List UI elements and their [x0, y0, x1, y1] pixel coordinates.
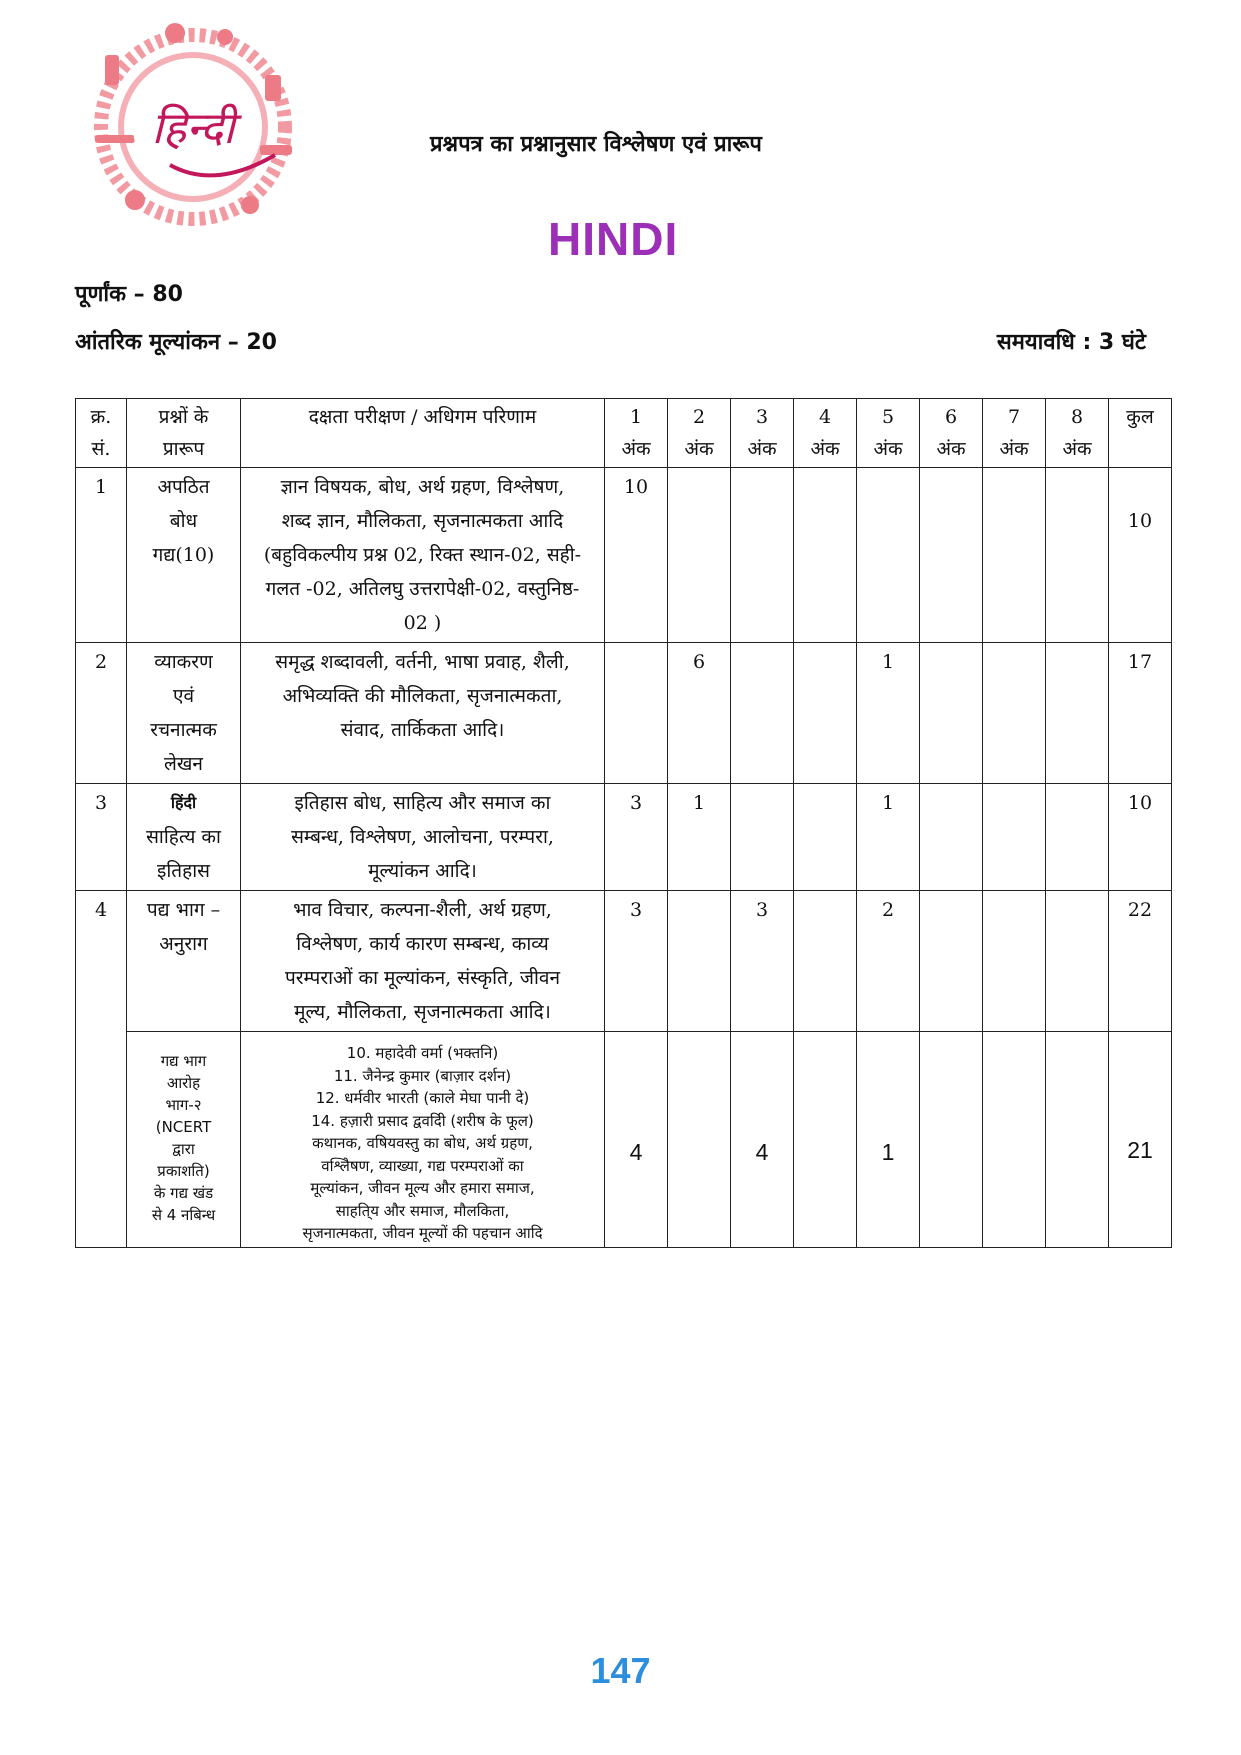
row-mark-7: [983, 468, 1046, 643]
header-marks-6: 6 अंक: [920, 399, 983, 468]
row-mark-8: [1046, 643, 1109, 784]
prose-skill: 10. महादेवी वर्मा (भक्तनि) 11. जैनेन्द्र कुमार (बाज़ार दर्शन) 12. धर्मवीर भारती (काले मेघा पानी दे) 14. हज़ारी प्रसाद द्ववदिी (शरीष के फूल) कथानक, वषियवस्तु का बोध, अर्थ ग्रहण, वश्लिेषण, व्याख्या, गद्य परम्पराओं का मूल्यांकन, जीवन मूल्य और हमारा समाज, साहति्य और समाज, मौलकिता, सृजनात्मकता, जीवन मूल्यों की पहचान आदि: [241, 1032, 605, 1248]
row-form: व्याकरण एवं रचनात्मक लेखन: [127, 643, 241, 784]
row-form: अपठित बोध गद्य(10): [127, 468, 241, 643]
row-total: 10: [1109, 784, 1172, 891]
header-serial: क्र. सं.: [76, 399, 127, 468]
row-mark-2: 1: [668, 784, 731, 891]
row-mark-3: [731, 784, 794, 891]
row-mark-1: 10: [605, 468, 668, 643]
header-marks-1: 1 अंक: [605, 399, 668, 468]
row-mark-1: 3: [605, 891, 668, 1032]
row-mark-6: [920, 643, 983, 784]
prose-mark-7: [983, 1032, 1046, 1248]
prose-mark-2: [668, 1032, 731, 1248]
row-mark-4: [794, 468, 857, 643]
row-mark-5: 2: [857, 891, 920, 1032]
internal-assessment: आंतरिक मूल्यांकन – 20: [75, 330, 277, 355]
row-mark-4: [794, 891, 857, 1032]
document-subtitle: प्रश्नपत्र का प्रश्नानुसार विश्लेषण एवं प्रारूप: [430, 132, 762, 157]
table-row: [76, 891, 1172, 1032]
row-mark-8: [1046, 468, 1109, 643]
row-total: 17: [1109, 643, 1172, 784]
row-mark-6: [920, 468, 983, 643]
row-serial: 4: [76, 891, 127, 1248]
table-header-row: [76, 399, 1172, 468]
header-question-form: प्रश्नों के प्रारूप: [127, 399, 241, 468]
row-mark-1: [605, 643, 668, 784]
header-total: कुल: [1109, 399, 1172, 468]
prose-mark-4: [794, 1032, 857, 1248]
row-mark-8: [1046, 784, 1109, 891]
row-mark-1: 3: [605, 784, 668, 891]
row-mark-5: 1: [857, 643, 920, 784]
header-marks-5: 5 अंक: [857, 399, 920, 468]
prose-form: गद्य भाग आरोह भाग-२ (NCERT द्वारा प्रकाशति) के गद्य खंड से 4 नबिन्ध: [127, 1032, 241, 1248]
table-row: [76, 643, 1172, 784]
row-total: 10: [1109, 468, 1172, 643]
subject-title: HINDI: [548, 213, 679, 265]
row-skill: समृद्ध शब्दावली, वर्तनी, भाषा प्रवाह, शैली, अभिव्यक्ति की मौलिकता, सृजनात्मकता, संवाद, तार्किकता आदि।: [241, 643, 605, 784]
row-mark-4: [794, 643, 857, 784]
header-marks-7: 7 अंक: [983, 399, 1046, 468]
row-mark-2: [668, 891, 731, 1032]
prose-mark-3: 4: [731, 1032, 794, 1248]
table-row: [76, 1032, 1172, 1248]
row-mark-5: [857, 468, 920, 643]
row-mark-4: [794, 784, 857, 891]
row-total: 22: [1109, 891, 1172, 1032]
header-skill: दक्षता परीक्षण / अधिगम परिणाम: [241, 399, 605, 468]
table-row: [76, 784, 1172, 891]
row-mark-2: 6: [668, 643, 731, 784]
row-serial: 3: [76, 784, 127, 891]
prose-mark-6: [920, 1032, 983, 1248]
row-mark-3: 3: [731, 891, 794, 1032]
row-mark-3: [731, 643, 794, 784]
row-form: हिंदी साहित्य का इतिहास: [127, 784, 241, 891]
row-skill: इतिहास बोध, साहित्य और समाज का सम्बन्ध, विश्लेषण, आलोचना, परम्परा, मूल्यांकन आदि।: [241, 784, 605, 891]
row-mark-7: [983, 784, 1046, 891]
prose-mark-5: 1: [857, 1032, 920, 1248]
prose-mark-1: 4: [605, 1032, 668, 1248]
prose-total: 21: [1109, 1032, 1172, 1248]
row-skill: ज्ञान विषयक, बोध, अर्थ ग्रहण, विश्लेषण, शब्द ज्ञान, मौलिकता, सृजनात्मकता आदि (बहुविकल्पीय प्रश्न 02, रिक्त स्थान-02, सही- गलत -02, अतिलघु उत्तरापेक्षी-02, वस्तुनिष्ठ- 02 ): [241, 468, 605, 643]
page-number: 147: [590, 1650, 651, 1691]
header-marks-4: 4 अंक: [794, 399, 857, 468]
prose-mark-8: [1046, 1032, 1109, 1248]
logo-text: हिन्दी: [151, 103, 235, 154]
row-mark-6: [920, 891, 983, 1032]
row-mark-6: [920, 784, 983, 891]
blueprint-table: [75, 398, 1172, 1248]
row-form: पद्य भाग – अनुराग: [127, 891, 241, 1032]
duration: समयावधि : 3 घंटे: [996, 330, 1146, 355]
row-mark-2: [668, 468, 731, 643]
row-skill: भाव विचार, कल्पना-शैली, अर्थ ग्रहण, विश्लेषण, कार्य कारण सम्बन्ध, काव्य परम्पराओं का मूल्यांकन, संस्कृति, जीवन मूल्य, मौलिकता, सृजनात्मकता आदि।: [241, 891, 605, 1032]
row-mark-7: [983, 643, 1046, 784]
hindi-logo: [75, 15, 310, 235]
row-serial: 1: [76, 468, 127, 643]
table-row: [76, 468, 1172, 643]
header-marks-3: 3 अंक: [731, 399, 794, 468]
header-marks-8: 8 अंक: [1046, 399, 1109, 468]
max-marks: पूर्णांक – 80: [75, 282, 183, 307]
row-serial: 2: [76, 643, 127, 784]
row-mark-7: [983, 891, 1046, 1032]
row-mark-5: 1: [857, 784, 920, 891]
row-mark-8: [1046, 891, 1109, 1032]
row-mark-3: [731, 468, 794, 643]
header-marks-2: 2 अंक: [668, 399, 731, 468]
